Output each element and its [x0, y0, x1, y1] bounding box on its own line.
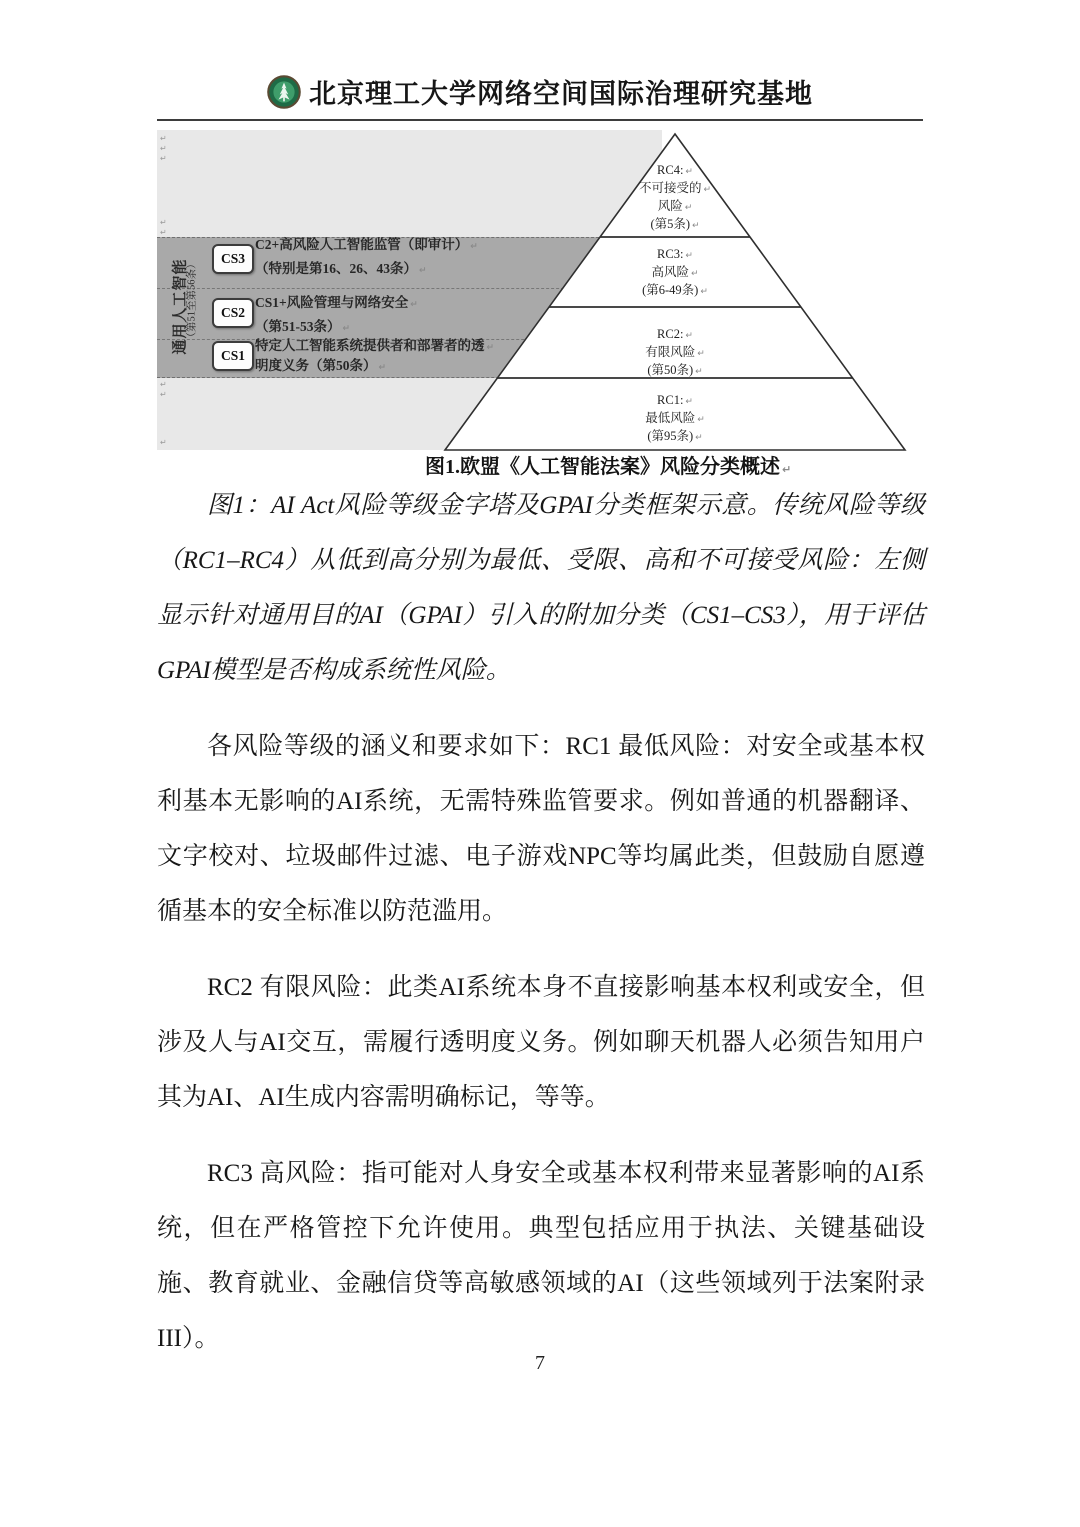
- cs2-box: CS2: [212, 298, 254, 328]
- paragraph-mark: ↵: [685, 397, 693, 407]
- body-paragraph: 各风险等级的涵义和要求如下：RC1 最低风险：对安全或基本权利基本无影响的AI系统，无需特殊监管要求。例如普通的机器翻译、文字校对、垃圾邮件过滤、电子游戏NPC等均属此类，但鼓励自愿遵循基本的安全标准以防范滥用。: [157, 733, 925, 925]
- figure-caption-text: 图1.欧盟《人工智能法案》风险分类概述: [425, 456, 780, 478]
- pyramid-level-line: (第50条): [647, 363, 694, 377]
- cs1-box: CS1: [212, 341, 254, 371]
- body-paragraphs: [157, 719, 925, 1366]
- figure-description-paragraph: 图1：AI Act风险等级金字塔及GPAI分类框架示意。传统风险等级（RC1–RC4）从低到高分别为最低、受限、高和不可接受风险：左侧显示针对通用目的AI（GPAI）引入的附加分类（CS1–CS3），用于评估GPAI模型是否构成系统性风险。: [157, 492, 925, 684]
- paragraph-mark: ↵: [692, 221, 700, 231]
- paragraph-mark: ↵: [410, 300, 418, 310]
- pyramid-level-line: (第5条): [650, 217, 691, 231]
- pyramid-level-line: (第95条): [647, 429, 694, 443]
- paragraph-mark: ↵: [160, 390, 167, 399]
- gpai-vertical-label: 通用人工智能: [172, 258, 189, 355]
- pyramid-level-rc3: [642, 246, 708, 300]
- pyramid-level-line: 不可接受的: [638, 181, 702, 195]
- paragraph-mark: ↵: [160, 438, 167, 447]
- pyramid-level-line: 高风险: [651, 265, 689, 279]
- pyramid-level-line: RC2:: [657, 327, 684, 341]
- gpai-vertical-sublabel: （第51至第56条）: [186, 258, 198, 343]
- header-title: 北京理工大学网络空间国际治理研究基地: [309, 79, 813, 109]
- paragraph-mark: ↵: [685, 251, 693, 261]
- cs-description-line: （第51-53条）: [255, 319, 341, 334]
- cs1-description: [255, 337, 494, 377]
- cs-description-line: C2+高风险人工智能监管（即审计）: [255, 237, 469, 252]
- paragraph-mark: ↵: [782, 463, 792, 476]
- pyramid-level-line: RC3:: [657, 247, 684, 261]
- pyramid-level-line: 有限风险: [645, 345, 696, 359]
- cs-description-line: 特定人工智能系统提供者和部署者的透: [255, 338, 485, 353]
- paragraph-mark: ↵: [160, 228, 167, 237]
- paragraph-mark: ↵: [160, 218, 167, 227]
- figure-caption: [157, 450, 923, 479]
- paragraph-mark: ↵: [695, 367, 703, 377]
- paragraph-mark: ↵: [703, 185, 712, 195]
- paragraph-mark: ↵: [684, 203, 693, 213]
- paragraph-mark: ↵: [685, 167, 693, 177]
- paragraph-mark: ↵: [342, 324, 351, 334]
- paragraph-mark: ↵: [695, 433, 703, 443]
- pyramid-level-line: 风险: [657, 199, 683, 213]
- pyramid-shape: [157, 130, 923, 452]
- figure-risk-pyramid: [157, 130, 923, 452]
- pyramid-level-rc4: [639, 162, 711, 234]
- paragraph-mark: ↵: [486, 343, 495, 353]
- paragraph-mark: ↵: [700, 287, 708, 297]
- paragraph-mark: ↵: [160, 144, 167, 153]
- paragraph-mark: ↵: [690, 269, 699, 279]
- bit-logo-icon: [267, 75, 301, 109]
- paragraph-mark: ↵: [160, 134, 167, 143]
- pyramid-level-rc1: [645, 392, 705, 446]
- pyramid-level-line: RC1:: [657, 393, 684, 407]
- cs-description-line: 明度义务（第50条）: [255, 358, 377, 373]
- pyramid-level-line: (第6-49条): [642, 283, 699, 297]
- header: [157, 72, 923, 121]
- paragraph-mark: ↵: [378, 363, 387, 373]
- paragraph-mark: ↵: [419, 266, 427, 276]
- paragraph-mark: ↵: [470, 242, 478, 252]
- pyramid-level-rc2: [645, 326, 705, 380]
- cs-description-line: CS1+风险管理与网络安全: [255, 295, 409, 310]
- paragraph-mark: ↵: [697, 349, 705, 359]
- paragraph-mark: ↵: [160, 154, 167, 163]
- paragraph-mark: ↵: [697, 415, 705, 425]
- paragraph-mark: ↵: [685, 331, 693, 341]
- page-number: 7: [535, 1352, 545, 1374]
- pyramid-level-line: 最低风险: [645, 411, 696, 425]
- pyramid-level-line: RC4:: [657, 163, 684, 177]
- document-body: [157, 478, 925, 1387]
- cs-description-line: （特别是第16、26、43条）: [255, 261, 417, 276]
- body-paragraph: RC2 有限风险：此类AI系统本身不直接影响基本权利或安全，但涉及人与AI交互，需履行透明度义务。例如聊天机器人必须告知用户其为AI、AI生成内容需明确标记，等等。: [157, 974, 925, 1111]
- paragraph-mark: ↵: [160, 380, 167, 389]
- body-paragraph: RC3 高风险：指可能对人身安全或基本权利带来显著影响的AI系统，但在严格管控下允许使用。典型包括应用于执法、关键基础设施、教育就业、金融信贷等高敏感领域的AI（这些领域列于法案附录III）。: [157, 1160, 925, 1352]
- cs3-description: [255, 234, 478, 282]
- cs3-box: CS3: [212, 244, 254, 274]
- cs2-description: [255, 292, 418, 340]
